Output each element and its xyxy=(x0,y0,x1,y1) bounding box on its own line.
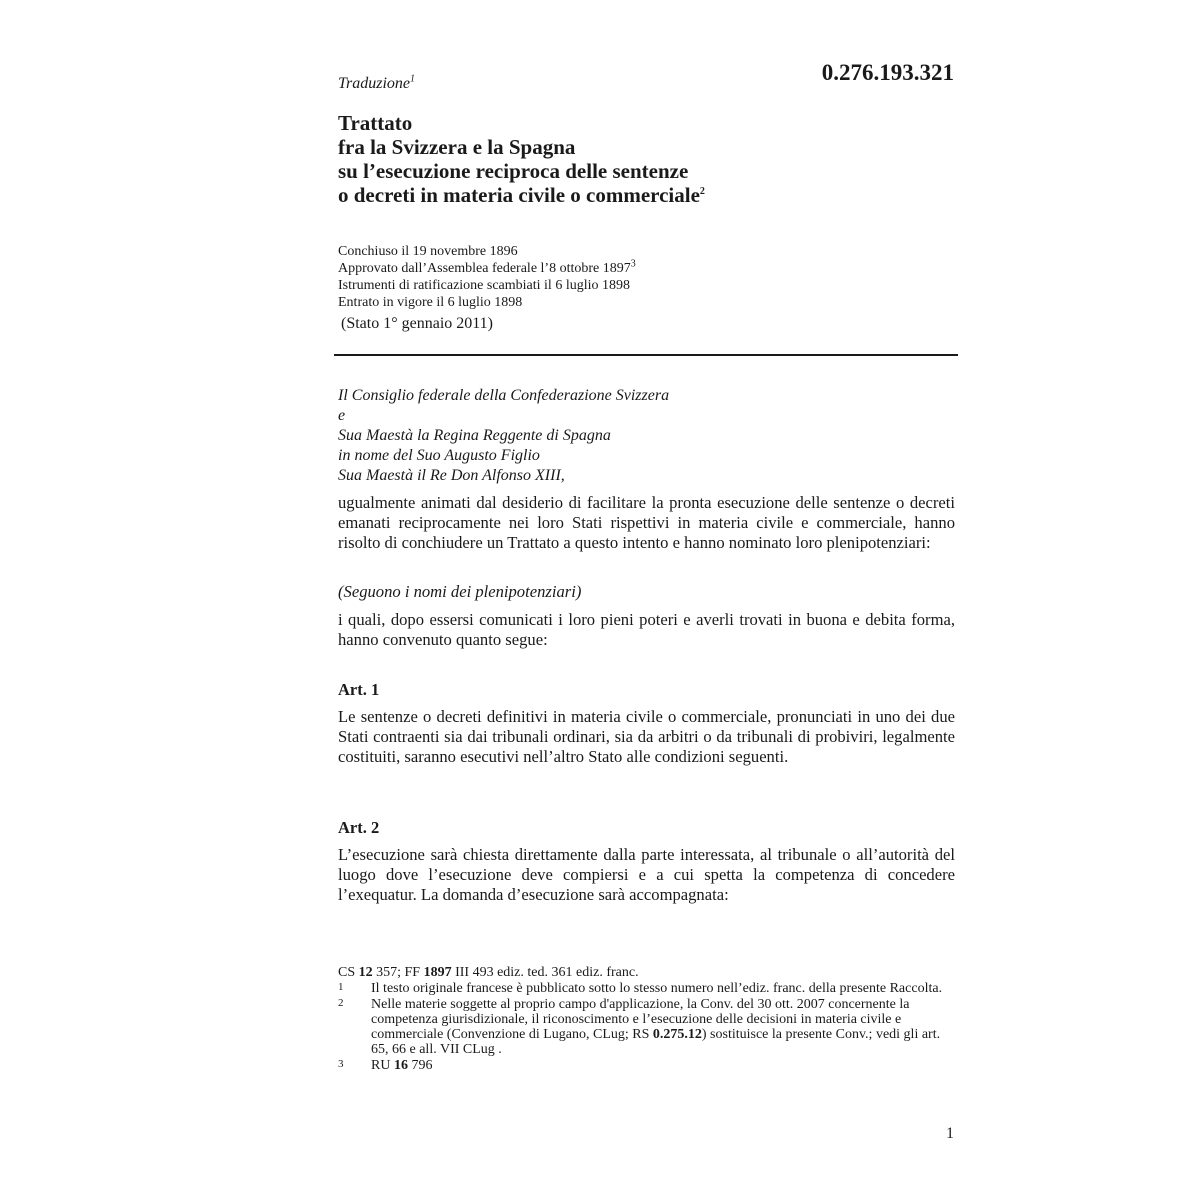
party-line: Sua Maestà la Regina Reggente di Spagna xyxy=(338,427,611,444)
source-volume: 12 xyxy=(358,965,373,980)
article-2-heading: Art. 2 xyxy=(338,818,380,837)
source-text: 357; FF xyxy=(372,965,424,980)
status-date: (Stato 1° gennaio 2011) xyxy=(341,315,493,332)
source-year: 1897 xyxy=(423,965,452,980)
article-1-heading: Art. 1 xyxy=(338,680,380,699)
concluded-date: Conchiuso il 19 novembre 1896 xyxy=(338,244,518,259)
article-2-text: L’esecuzione sarà chiesta direttamente dalla parte interessata, al tribunale o all’autorità del luogo dove l’esecuzione deve compiersi e a cui spetta la competenza di concedere l’exequatur. La domanda d’esecuzione sarà accompagnata: xyxy=(338,845,955,904)
preamble-paragraph: i quali, dopo essersi comunicati i loro pieni poteri e averli trovati in buona e debita forma, hanno convenuto quanto segue: xyxy=(338,610,955,649)
footnote-text xyxy=(371,997,948,1057)
footnote-text-part: 796 xyxy=(407,1058,433,1073)
page-number: 1 xyxy=(946,1125,954,1142)
title-line: su l’esecuzione reciproca delle sentenze xyxy=(338,159,689,183)
footnote-1 xyxy=(338,981,948,996)
footnote-3 xyxy=(338,1058,948,1073)
rs-number: 0.275.12 xyxy=(652,1027,702,1042)
title-line: fra la Svizzera e la Spagna xyxy=(338,135,576,159)
footnote-ref-1[interactable]: 1 xyxy=(410,73,416,85)
party-line: in nome del Suo Augusto Figlio xyxy=(338,447,540,464)
header-divider xyxy=(334,354,958,356)
plenipotentiaries-note: (Seguono i nomi dei plenipotenziari) xyxy=(338,582,582,601)
party-line: Il Consiglio federale della Confederazione Svizzera xyxy=(338,387,670,404)
footnote-number: 3 xyxy=(338,1058,344,1070)
footnote-text-part: ) sostituisce la presente Conv.; vedi gli art. 65, 66 e all. VII CLug . xyxy=(371,1027,941,1057)
party-line: Sua Maestà il Re Don Alfonso XIII, xyxy=(338,467,565,484)
approved-date xyxy=(338,260,636,277)
article-1-text: Le sentenze o decreti definitivi in materia civile o commerciale, pronunciati in uno dei due Stati contraenti sia dai tribunali ordinari, sia da arbitri o da tribunali di probiviri, legalmente costituiti, saranno esecutivi nell’altro Stato alle condizioni seguenti. xyxy=(338,707,955,766)
ratification-date: Istrumenti di ratificazione scambiati il 6 luglio 1898 xyxy=(338,278,630,293)
footnote-number: 1 xyxy=(338,981,344,993)
footnotes xyxy=(338,965,948,1073)
footnote-number: 2 xyxy=(338,997,344,1009)
approved-date-text: Approvato dall’Assemblea federale l’8 ottobre 1897 xyxy=(338,261,631,276)
ru-volume: 16 xyxy=(393,1058,408,1073)
title-line xyxy=(338,183,938,207)
treaty-metadata xyxy=(338,243,636,311)
footnote-text-part: RU xyxy=(371,1058,394,1073)
source-text: CS xyxy=(338,965,359,980)
footnote-text-part: Nelle materie soggette al proprio campo d'applicazione, la Conv. del 30 ott. 2007 concernente la competenza giurisdizionale, il riconoscimento e l’esecuzione delle decisioni in materia civile e commerciale (Convenzione di Lugano, CLug; RS xyxy=(371,997,910,1042)
document-title xyxy=(338,111,938,207)
contracting-parties xyxy=(338,386,669,486)
footnote-text: Il testo originale francese è pubblicato sotto lo stesso numero nell’ediz. franc. della presente Raccolta. xyxy=(371,981,943,996)
translation-label xyxy=(338,75,415,93)
title-line-text: o decreti in materia civile o commerciale xyxy=(338,183,700,207)
source-text: III 493 ediz. ted. 361 ediz. franc. xyxy=(451,965,639,980)
preamble-paragraph: ugualmente animati dal desiderio di facilitare la pronta esecuzione delle sentenze o decreti emanati reciprocamente nei loro Stati rispettivi in materia civile e commerciale, hanno risolto di conchiudere un Trattato a questo intento e hanno nominato loro plenipotenziari: xyxy=(338,493,955,552)
translation-label-text: Traduzione xyxy=(338,75,411,92)
entry-into-force: Entrato in vigore il 6 luglio 1898 xyxy=(338,295,523,310)
footnote-2 xyxy=(338,997,948,1057)
footnote-ref-2[interactable]: 2 xyxy=(699,186,705,197)
title-line: Trattato xyxy=(338,111,413,135)
party-line: e xyxy=(338,407,346,424)
footnote-text xyxy=(371,1058,948,1073)
footnote-ref-3[interactable]: 3 xyxy=(630,258,636,270)
sr-number: 0.276.193.321 xyxy=(821,60,954,85)
source-reference xyxy=(338,965,948,980)
